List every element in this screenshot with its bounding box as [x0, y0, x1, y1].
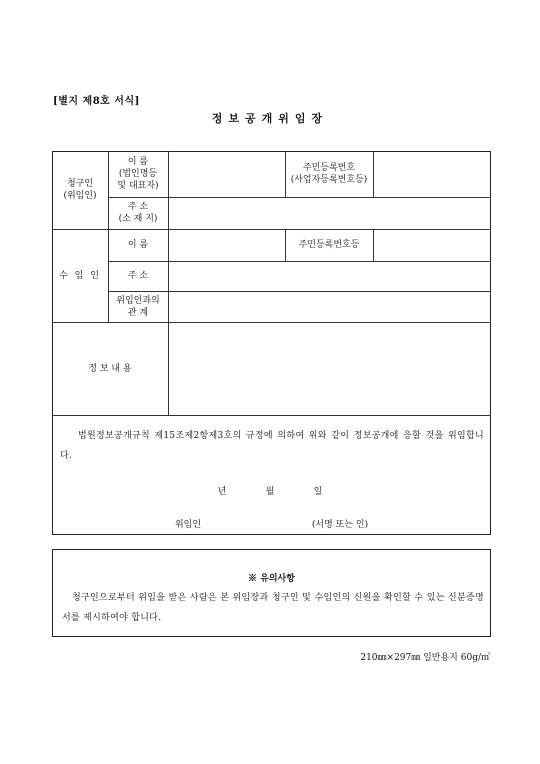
signature-note: (서명 또는 인): [311, 520, 369, 530]
page-title: 정보공개위임장: [211, 112, 329, 125]
requester-name-field[interactable]: [168, 151, 285, 197]
signature-field[interactable]: [212, 512, 304, 530]
date-day-label: 일: [313, 487, 323, 497]
delegate-address-field[interactable]: [168, 261, 491, 291]
delegation-statement: 법원정보공개규칙 제15조제2항제3호의 규정에 의하여 위와 같이 정보공개에 응할 것을 위임합니다.: [60, 431, 484, 461]
date-year-label: 년: [217, 487, 227, 497]
requester-section-label: 청구인 (위임인): [63, 179, 97, 201]
requester-name-label: 이 름 (법인명등 및 대표자): [117, 157, 159, 191]
paper-spec: 210㎜×297㎜ 일반용지 60g/㎡: [360, 653, 490, 663]
info-content-label: 정 보 내 용: [88, 363, 132, 374]
delegate-relation-label: 위임인과의 관 계: [116, 295, 160, 318]
form-number: [별지 제8호 서식]: [53, 96, 140, 107]
delegate-address-label: 주 소: [127, 271, 149, 281]
delegate-name-label: 이 름: [127, 240, 149, 250]
info-content-field[interactable]: [168, 322, 491, 415]
requester-id-field[interactable]: [373, 151, 491, 197]
requester-address-label: 주 소 (소 재 지): [118, 202, 158, 224]
delegate-id-field[interactable]: [373, 229, 491, 261]
requester-address-field[interactable]: [168, 197, 491, 229]
delegate-id-label: 주민등록번호등: [298, 240, 360, 250]
requester-id-label: 주민등록번호 (사업자등록번호등): [290, 163, 368, 185]
notice-text: 청구인으로부터 위임을 받은 사람은 본 위임장과 청구인 및 수임인의 신원을 확인할 수 있는 신분증명서를 제시하여야 합니다.: [62, 593, 484, 623]
signer-label: 위임인: [174, 520, 202, 530]
date-month-label: 월: [265, 487, 275, 497]
notice-title: ※ 유의사항: [248, 574, 295, 584]
delegate-section-label: 수 임 인: [59, 270, 101, 281]
delegate-relation-field[interactable]: [168, 291, 491, 322]
delegate-name-field[interactable]: [168, 229, 285, 261]
